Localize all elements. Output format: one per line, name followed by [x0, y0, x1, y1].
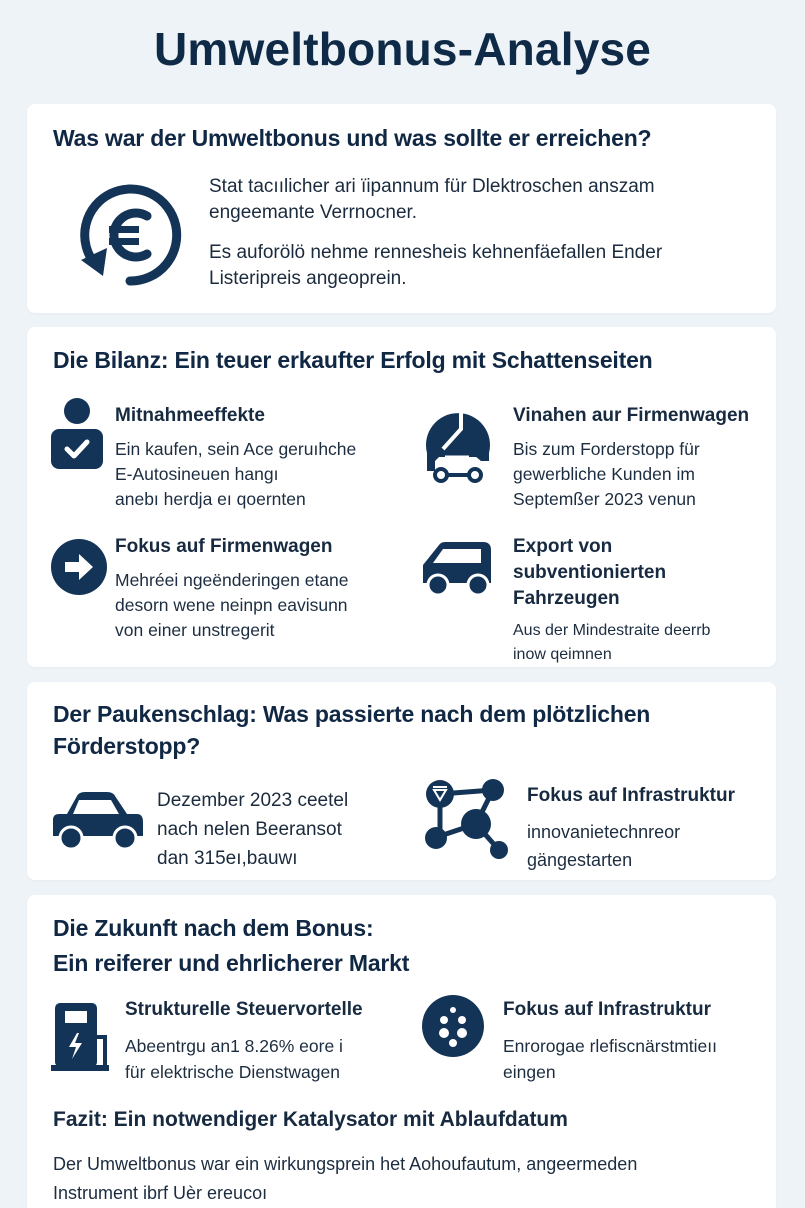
intro-paragraph-2: Es auforölö nehme rennesheis kehnenfäefallen Ender Listeripreis angeoprein. [209, 242, 663, 289]
car-export-icon [421, 539, 493, 597]
item-body [513, 619, 773, 667]
charging-plug-icon [422, 995, 484, 1057]
section-title: Die Bilanz: Ein teuer erkaufter Erfolg mit Schattenseiten [53, 347, 653, 373]
page-title: Umweltbonus-Analyse [153, 23, 652, 75]
section-title-line: Förderstopp? [53, 733, 201, 759]
item-title: Fokus auf Infrastruktur [503, 999, 711, 1020]
item-line: Bis zum Forderstopp für [513, 439, 700, 459]
section-title-line: Die Zukunft nach dem Bonus: [53, 915, 374, 941]
item-body [513, 437, 773, 512]
item-line: inow qeimnen [513, 646, 612, 663]
item-title-line: Export von [513, 536, 613, 557]
item-line: eingen [503, 1062, 556, 1082]
fazit-title: Fazit: Ein notwendiger Katalysator mit Ablaufdatum [53, 1108, 568, 1131]
section-bilanz [27, 327, 776, 667]
item-title: Strukturelle Steuervortelle [125, 999, 363, 1020]
item-line: gängestarten [527, 850, 633, 870]
charging-station-icon [51, 1001, 111, 1073]
item-title: Vinahen aur Firmenwagen [513, 405, 750, 426]
item-line: dan 315eı,bauwı [157, 848, 298, 869]
item-line: von einer unstregerit [115, 620, 275, 640]
item-line: Enrorogae rlefiscnärstmtieıı [503, 1036, 717, 1056]
user-check-icon [51, 397, 103, 469]
section-paukenschlag [27, 682, 776, 880]
intro-paragraph-1: Stat tacıılicher ari ïipannum für Dlektroschen anszam engeemante Verrnocner. [209, 176, 655, 223]
item-title: Fokus auf Firmenwagen [115, 536, 333, 557]
item-line: Ein kaufen, sein Ace geruıhche [115, 439, 357, 459]
item-body [125, 1033, 415, 1085]
item-line: für elektrische Dienstwagen [125, 1062, 340, 1082]
section-title-line: Ein reiferer und ehrlicherer Markt [53, 950, 410, 976]
item-line: Dezember 2023 ceetel [157, 790, 349, 811]
section-title [53, 911, 409, 981]
car-icon [49, 790, 145, 852]
item-line: gewerbliche Kunden im [513, 464, 695, 484]
euro-cycle-icon [73, 178, 187, 292]
fazit-body [53, 1150, 763, 1208]
item-title: Mitnahmeeffekte [115, 405, 265, 426]
item-line: Septemßer 2023 venun [513, 489, 696, 509]
item-line: nach nelen Beeransot [157, 819, 342, 840]
fazit-line: Der Umweltbonus war ein wirkungsprein het Aohoufautum, angeermeden [53, 1154, 638, 1174]
item-title: Fokus auf Infrastruktur [527, 785, 735, 806]
item-line: Aus der Mindestraite deerrb [513, 622, 711, 639]
item-body [527, 818, 767, 874]
item-body [115, 437, 415, 512]
item-line: anebı herdja eı qoernten [115, 489, 306, 509]
item-line: Abeentrgu an1 8.26% eore i [125, 1036, 343, 1056]
item-title [513, 534, 773, 612]
item-line: innovanietechnreor [527, 822, 681, 842]
arrow-right-circle-icon [51, 539, 107, 595]
section-zukunft [27, 895, 776, 1208]
item-body [157, 786, 417, 873]
section-title [53, 698, 650, 762]
item-line: desorn wene neinpn eavisunn [115, 595, 348, 615]
item-line: Mehréei ngeënderingen etane [115, 570, 349, 590]
item-body [115, 568, 425, 643]
company-car-icon [423, 407, 493, 483]
section-title-line: Der Paukenschlag: Was passierte nach dem plötzlichen [53, 701, 651, 727]
network-nodes-icon [423, 778, 509, 864]
section-title: Was war der Umweltbonus und was sollte er erreichen? [53, 125, 652, 151]
item-title-line: subventionierten [513, 562, 667, 583]
item-line: E-Autosineuen hangı [115, 464, 279, 484]
item-title-line: Fahrzeugen [513, 588, 620, 609]
fazit-line: Instrument ibrf Uèr ereucoı [53, 1183, 268, 1203]
section-intro [27, 104, 776, 313]
item-body [503, 1033, 773, 1085]
